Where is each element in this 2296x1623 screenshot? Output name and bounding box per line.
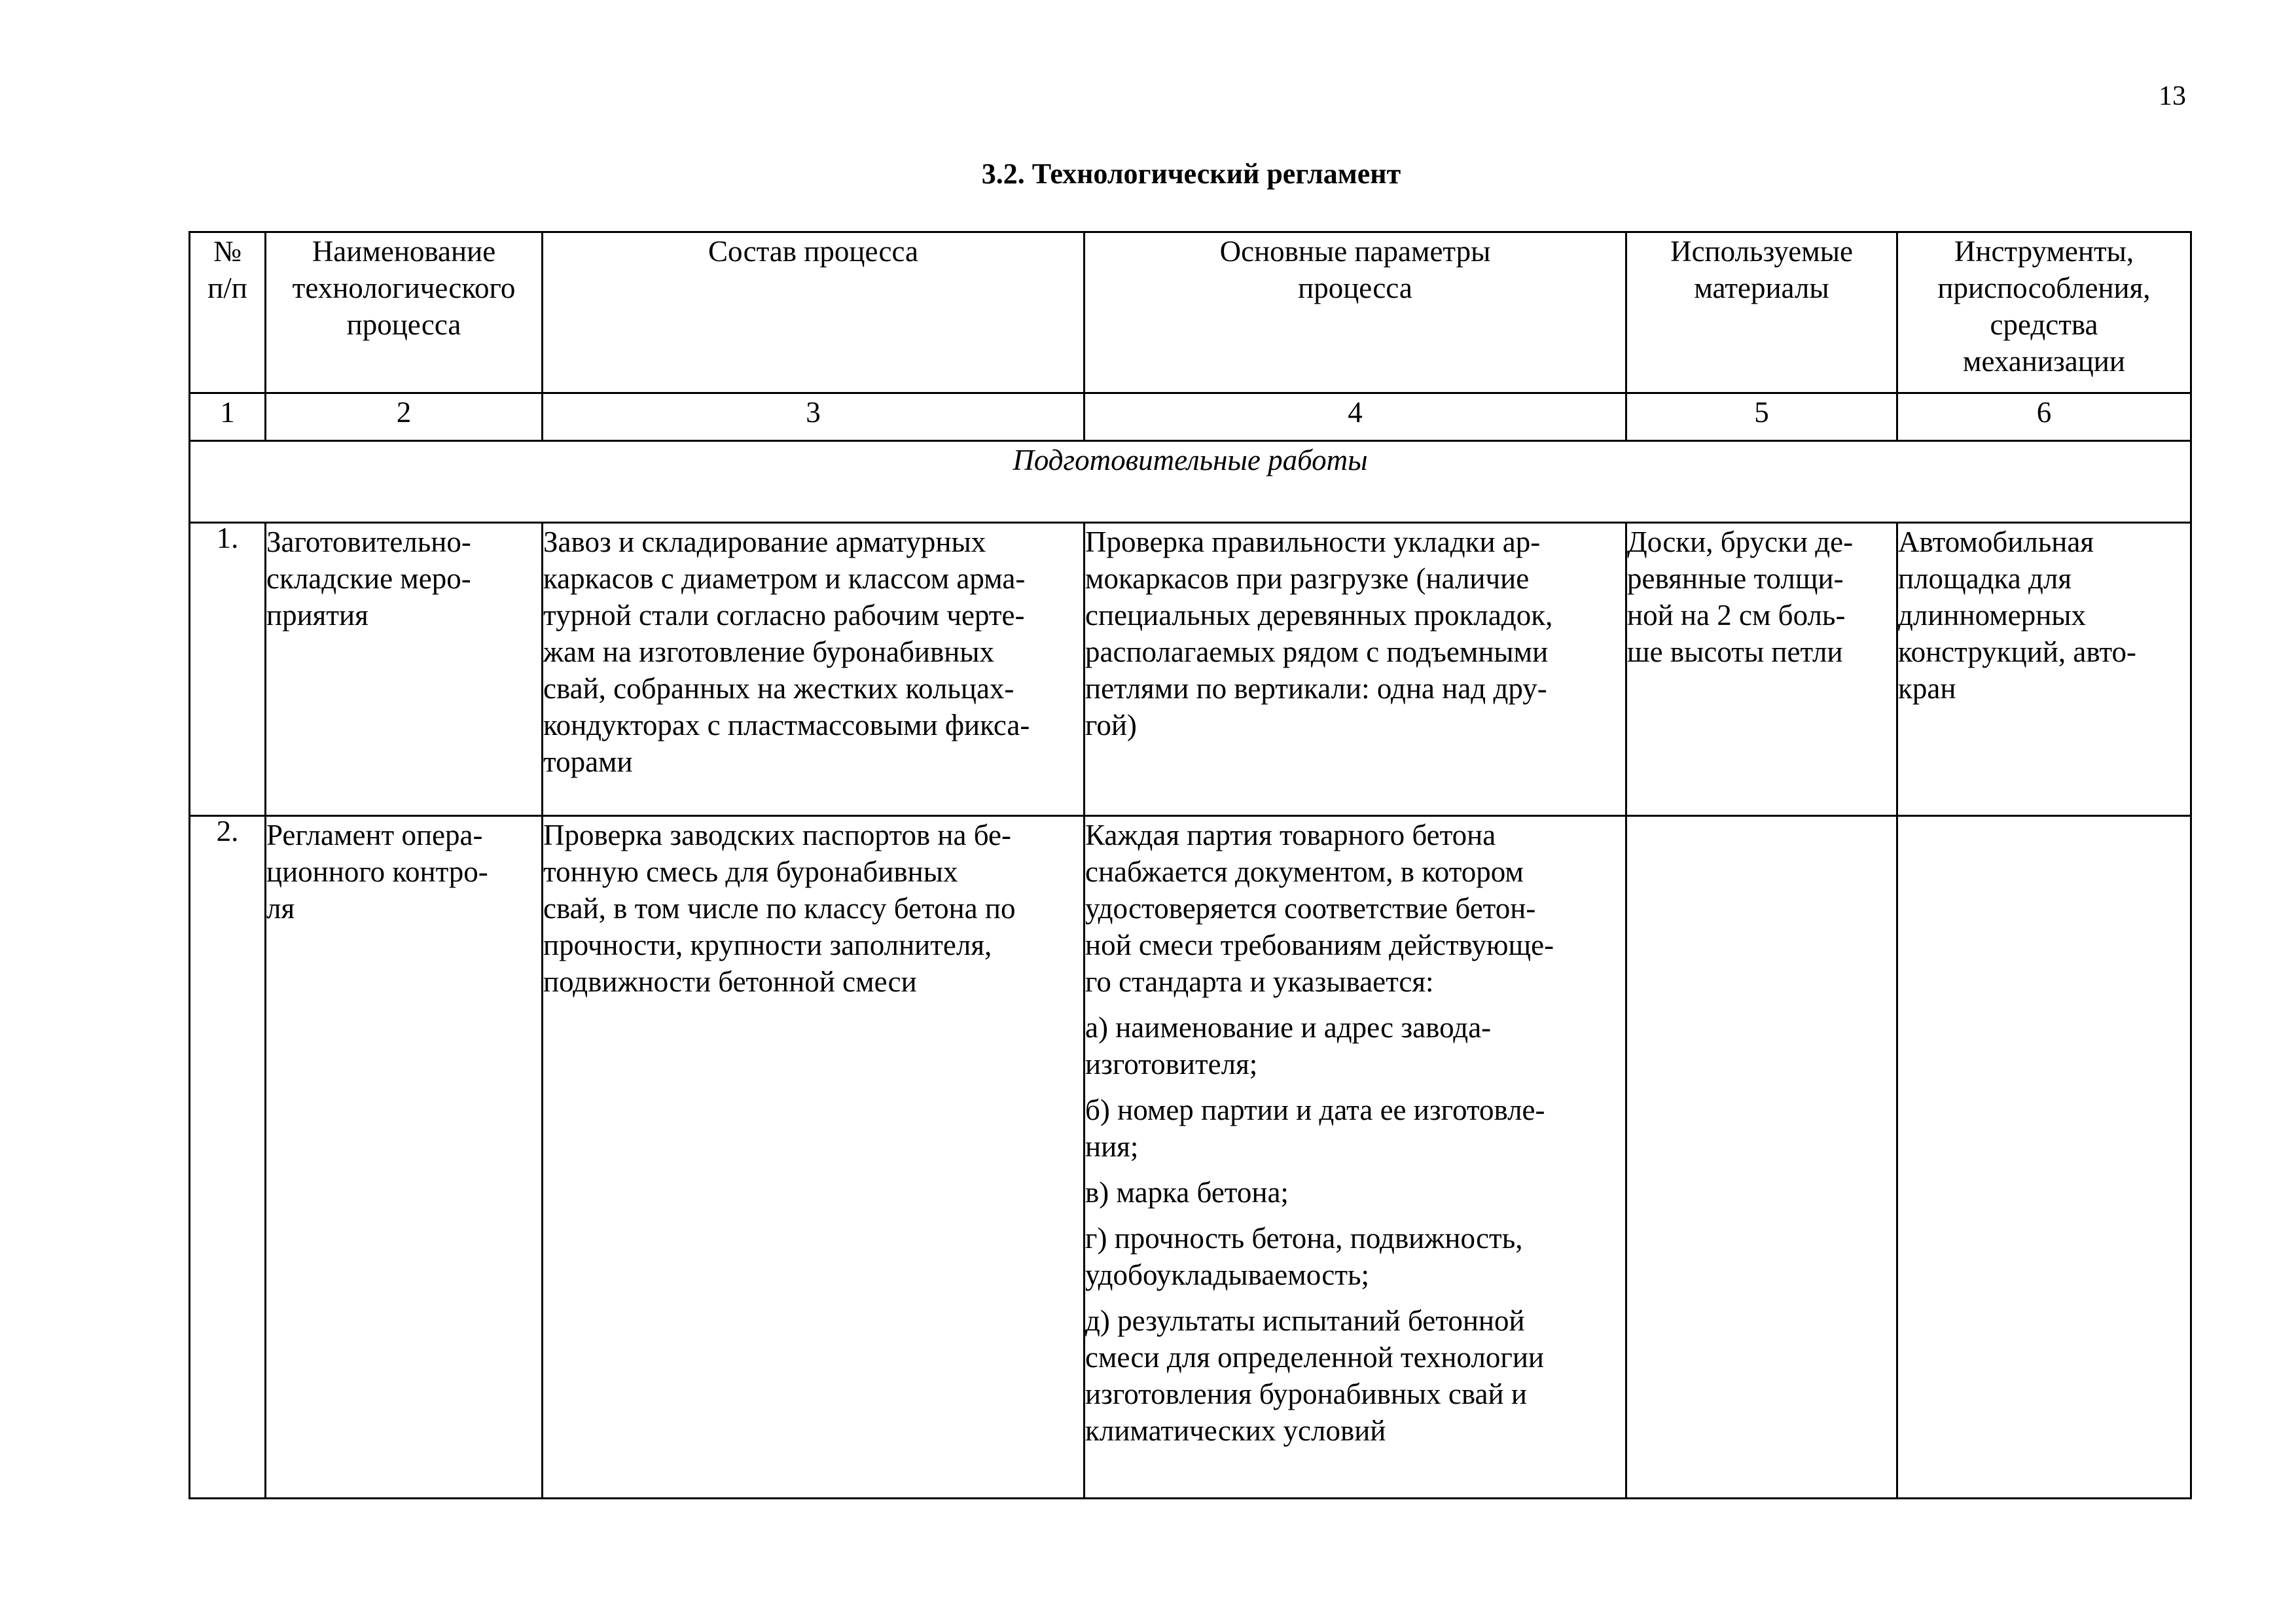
column-number: 3 xyxy=(543,393,1085,441)
tools-cell: Автомобильная площадка для длинномерных конструкций, авто- кран xyxy=(1897,523,2191,816)
page-title: 3.2. Технологический регламент xyxy=(981,158,1401,190)
header-composition: Состав процесса xyxy=(543,232,1085,393)
header-number: № п/п xyxy=(190,232,266,393)
column-number-row xyxy=(190,393,2191,441)
materials-cell xyxy=(1626,816,1897,1499)
section-title: Подготовительные работы xyxy=(190,441,2191,523)
process-name-cell: Заготовительно- складские меро- приятия xyxy=(266,523,543,816)
composition-cell: Завоз и складирование арматурных каркасов с диаметром и классом арма- турной стали согласно рабочим черте- жам на изготовление буронабивных свай, собранных на жестких кольцах- кондукторах с пластмассовыми фикса- торами xyxy=(543,523,1085,816)
regulation-table xyxy=(188,231,2192,1499)
materials-cell: Доски, бруски де- ревянные толщи- ной на 2 см боль- ше высоты петли xyxy=(1626,523,1897,816)
table-row xyxy=(190,523,2191,816)
parameters-list-item: б) номер партии и дата ее изготовле- ния; xyxy=(1085,1094,1545,1163)
tools-cell xyxy=(1897,816,2191,1499)
table-header-row xyxy=(190,232,2191,393)
section-row xyxy=(190,441,2191,523)
parameters-list-item: д) результаты испытаний бетонной смеси для определенной технологии изготовления буронабивных свай и климатических условий xyxy=(1085,1304,1545,1447)
row-number: 2. xyxy=(190,816,266,1499)
header-parameters: Основные параметры процесса xyxy=(1085,232,1626,393)
column-number: 4 xyxy=(1085,393,1626,441)
parameters-list-item: а) наименование и адрес завода- изготовителя; xyxy=(1085,1011,1492,1080)
header-materials: Используемые материалы xyxy=(1626,232,1897,393)
parameters-list-item: г) прочность бетона, подвижность, удобоукладываемость; xyxy=(1085,1222,1523,1291)
row-number: 1. xyxy=(190,523,266,816)
parameters-cell: Проверка правильности укладки ар- мокаркасов при разгрузке (наличие специальных деревянных прокладок, располагаемых рядом с подъемными петлями по вертикали: одна над дру- гой) xyxy=(1085,523,1626,816)
table-row xyxy=(190,816,2191,1499)
column-number: 2 xyxy=(266,393,543,441)
header-tools: Инструменты, приспособления, средства механизации xyxy=(1897,232,2191,393)
parameters-intro: Каждая партия товарного бетона снабжается документом, в котором удостоверяется соответствие бетон- ной смеси требованиям действующе- го стандарта и указывается: xyxy=(1085,819,1554,998)
parameters-cell xyxy=(1085,816,1626,1499)
header-process-name: Наименование технологического процесса xyxy=(266,232,543,393)
column-number: 5 xyxy=(1626,393,1897,441)
process-name-cell: Регламент опера- ционного контро- ля xyxy=(266,816,543,1499)
page-number: 13 xyxy=(2159,81,2186,111)
column-number: 1 xyxy=(190,393,266,441)
parameters-list-item: в) марка бетона; xyxy=(1085,1176,1289,1209)
column-number: 6 xyxy=(1897,393,2191,441)
composition-cell: Проверка заводских паспортов на бе- тонную смесь для буронабивных свай, в том числе по классу бетона по прочности, крупности заполнителя, подвижности бетонной смеси xyxy=(543,816,1085,1499)
